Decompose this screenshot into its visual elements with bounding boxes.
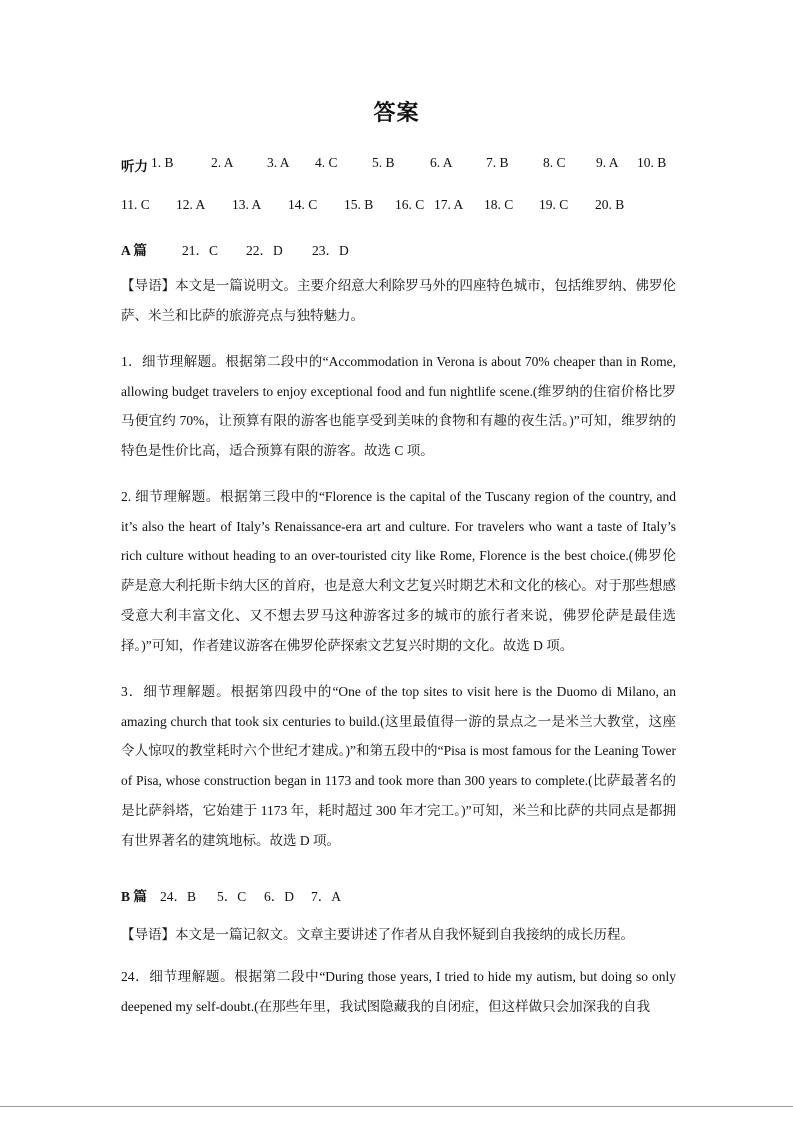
- answer-item: 23．D: [312, 243, 349, 258]
- answer-item: 21．C: [182, 243, 219, 258]
- answer-item: 17. A: [434, 197, 464, 212]
- answer-item: 7．A: [311, 889, 341, 904]
- section-b-q24-explanation: 24．细节理解题。根据第二段中“During those years, I tried to hide my autism, but doing so only deepened my self-doubt.(在那些年里，我试图隐藏我的自闭症，但这样做只会加深我的自我: [121, 969, 676, 1014]
- answer-item: 3. A: [267, 155, 290, 170]
- section-a-q2-explanation: 2. 细节理解题。根据第三段中的“Florence is the capital of the Tuscany region of the country, and it’s also the heart of Italy’s Renaissance-era art and culture. For travelers who want a taste of Italy’s rich culture without heading to an over-touristed city like Rome, Florence is the best choice.(佛罗伦萨是意大利托斯卡纳大区的首府，也是意大利文艺复兴时期艺术和文化的核心。对于那些想感受意大利丰富文化、又不想去罗马这种游客过多的城市的旅行者来说，佛罗伦萨是最佳选择。)”可知，作者建议游客在佛罗伦萨探索文艺复兴时期的文化。故选 D 项。: [121, 489, 676, 653]
- answer-item: 9. A: [596, 155, 619, 170]
- answer-item: 19. C: [539, 197, 569, 212]
- answer-item: 1. B: [151, 155, 174, 170]
- answer-item: 11. C: [121, 197, 150, 212]
- answer-item: 8. C: [543, 155, 566, 170]
- answer-item: 15. B: [344, 197, 374, 212]
- section-a-q3-explanation: 3．细节理解题。根据第四段中的“One of the top sites to visit here is the Duomo di Milano, an amazing church that took six centuries to build.(这里最值得一游的景点之一是米兰大教堂，这座令人惊叹的教堂耗时六个世纪才建成。)”和第五段中的“Pisa is most famous for the Leaning Tower of Pisa, whose construction began in 1173 and took more than 300 years to complete.(比萨最著名的是比萨斜塔，它始建于 1173 年，耗时超过 300 年才完工。)”可知，米兰和比萨的共同点是都拥有世界著名的建筑地标。故选 D 项。: [121, 684, 676, 848]
- section-a-label: A 篇: [121, 243, 147, 258]
- answer-item: 2. A: [211, 155, 234, 170]
- answer-item: 4. C: [315, 155, 338, 170]
- listening-label: 听力: [121, 159, 148, 174]
- answer-item: 14. C: [288, 197, 318, 212]
- page-title: 答案: [373, 101, 420, 126]
- answer-item: 7. B: [486, 155, 509, 170]
- answer-item: 20. B: [595, 197, 625, 212]
- section-b-intro: 【导语】本文是一篇记叙文。文章主要讲述了作者从自我怀疑到自我接纳的成长历程。: [121, 927, 634, 942]
- answer-item: 12. A: [176, 197, 206, 212]
- answer-item: 5．C: [217, 889, 247, 904]
- section-a-intro: 【导语】本文是一篇说明文。主要介绍意大利除罗马外的四座特色城市，包括维罗纳、佛罗伦萨、米兰和比萨的旅游亮点与独特魅力。: [121, 278, 676, 323]
- answer-item: 22．D: [246, 243, 283, 258]
- section-a-q1-explanation: 1．细节理解题。根据第二段中的“Accommodation in Verona is about 70% cheaper than in Rome, allowing budget travelers to enjoy exceptional food and fun nightlife scene.(维罗纳的住宿价格比罗马便宜约 70%，让预算有限的游客也能享受到美味的食物和有趣的夜生活。)”可知，维罗纳的特色是性价比高，适合预算有限的游客。故选 C 项。: [121, 354, 676, 459]
- answer-item: 24．B: [160, 889, 197, 904]
- answer-item: 18. C: [484, 197, 514, 212]
- answer-item: 5. B: [372, 155, 395, 170]
- answer-item: 6. A: [430, 155, 453, 170]
- section-b-label: B 篇: [121, 889, 147, 904]
- answer-item: 13. A: [232, 197, 262, 212]
- answer-item: 6．D: [264, 889, 294, 904]
- answer-item: 16. C: [395, 197, 425, 212]
- answer-item: 10. B: [637, 155, 667, 170]
- page-bottom-rule: [0, 1106, 793, 1107]
